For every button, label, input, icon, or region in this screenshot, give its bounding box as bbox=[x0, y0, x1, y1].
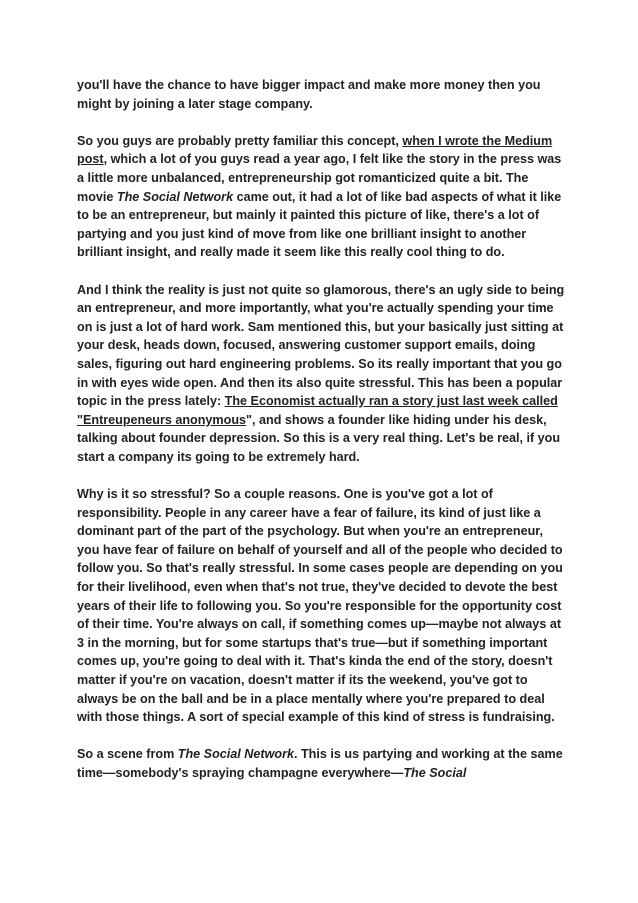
paragraph-text: So you guys are probably pretty familiar this concept, bbox=[77, 133, 403, 148]
movie-title-emphasis: The Social bbox=[403, 765, 467, 780]
document-page bbox=[77, 76, 567, 783]
paragraph-text: you'll have the chance to have bigger impact and make more money then you might by joining a later stage company. bbox=[77, 78, 541, 111]
economist-article-link[interactable]: The Economist actually ran a story just last week called "Entreupeneurs anonymous bbox=[77, 394, 558, 427]
paragraph-text: , which a lot of you guys read a year ago, I felt like the story in the press was a little more unbalanced, entrepreneurship got romanticized quite a bit. The movie bbox=[77, 152, 562, 204]
paragraph-text: Why is it so stressful? So a couple reasons. One is you've got a lot of responsibility. People in any career have a fear of failure, its kind of just like a dominant part of the part of the psychology. But when you're an entrepreneur, you have fear of failure on behalf of yourself and all of the people who decided to follow you. So that's really stressful. In some cases people are depending on you for their livelihood, even when that's not true, they've decided to devote the best years of their life to following you. So you're responsible for the opportunity cost of their time. You're always on call, if something comes up—maybe not always at 3 in the morning, but for some startups that's true—but if something important comes up, you're going to deal with it. That's kinda the end of the story, doesn't matter if you're on vacation, doesn't matter if its the weekend, you've got to always be on the ball and be in a place mentally where you're prepared to deal with those things. A sort of special example of this kind of stress is fundraising. bbox=[77, 487, 563, 725]
paragraph-medium-post bbox=[77, 132, 567, 262]
movie-title-emphasis: The Social Network bbox=[177, 747, 294, 762]
medium-post-link[interactable]: when I wrote the Medium post bbox=[77, 133, 553, 167]
paragraph-text: came out, it had a lot of like bad aspects of what it like to be an entrepreneur, but mainly it painted this picture of like, there's a lot of partying and you just kind of move from like one brilliant insight to another brilliant insight, and really made it seem like this really cool thing to do. bbox=[77, 189, 562, 260]
paragraph-reality bbox=[77, 281, 567, 467]
paragraph-text: So a scene from bbox=[77, 747, 178, 762]
paragraph-intro bbox=[77, 76, 567, 113]
paragraph-stressful bbox=[77, 485, 567, 727]
movie-title-emphasis: The Social Network bbox=[116, 189, 234, 204]
paragraph-text: ", and shows a founder like hiding under his desk, talking about founder depression. So this is a very real thing. Let's be real, if you start a company its going to be extremely hard. bbox=[77, 412, 561, 464]
paragraph-text: . This is us partying and working at the same time—somebody's spraying champagne everywhere— bbox=[77, 747, 563, 780]
paragraph-social-network-scene bbox=[77, 745, 567, 782]
paragraph-text: And I think the reality is just not quite so glamorous, there's an ugly side to being an entrepreneur, and more importantly, what you're actually spending your time on is just a lot of hard work. Sam mentioned this, but your basically just sitting at your desk, heads down, focused, answering customer support emails, doing sales, figuring out hard engineering problems. So its really important that you go in with eyes wide open. And then its also quite stressful. This has been a popular topic in the press lately: bbox=[77, 282, 565, 409]
